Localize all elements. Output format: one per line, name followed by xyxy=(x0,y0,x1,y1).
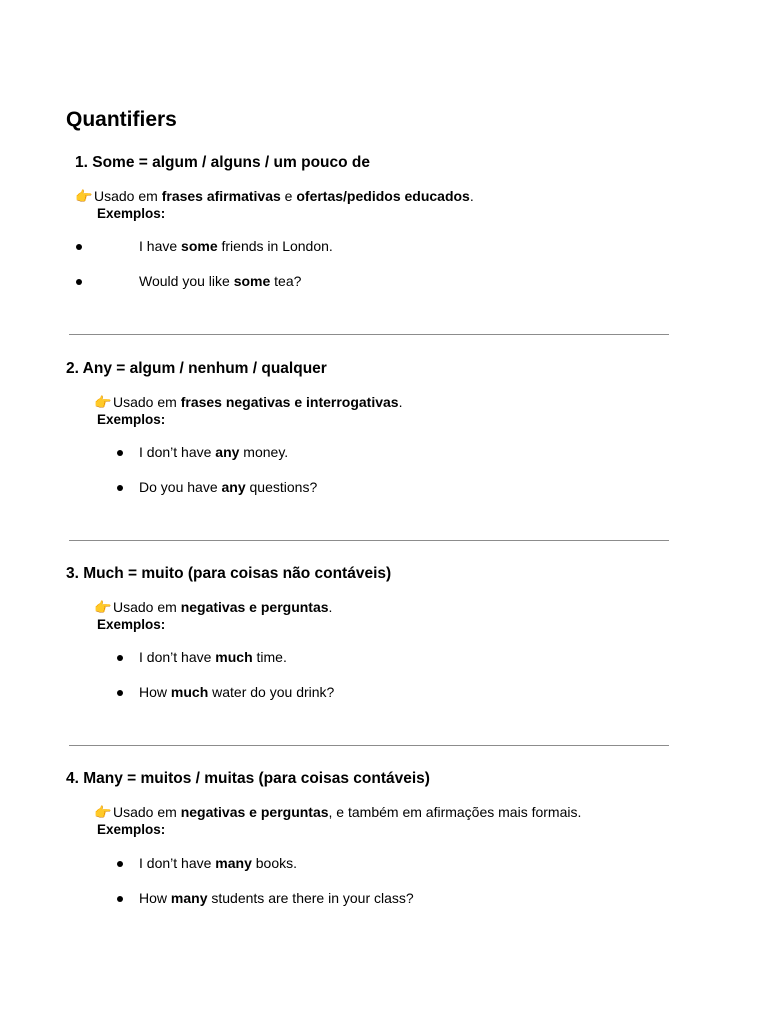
text-run: books. xyxy=(251,855,297,871)
page-title: Quantifiers xyxy=(66,108,177,131)
text-run: money. xyxy=(239,444,289,460)
text-run: I have xyxy=(139,238,182,254)
bullet-icon xyxy=(76,244,82,250)
section-divider xyxy=(69,745,669,746)
text-run: How xyxy=(139,890,171,906)
text-run: Would you like xyxy=(139,273,234,289)
section-2-heading: 2. Any = algum / nenhum / qualquer xyxy=(66,360,327,377)
bold-text-run: frases afirmativas xyxy=(161,188,281,204)
bullet-icon xyxy=(117,485,123,491)
text-run: . xyxy=(328,599,333,615)
pointing-right-hand-icon: 👉 xyxy=(94,395,112,411)
text-run: questions? xyxy=(245,479,318,495)
bold-text-run: frases negativas e interrogativas xyxy=(180,394,399,410)
text-run: Usado em xyxy=(94,188,162,204)
bullet-icon xyxy=(117,655,123,661)
pointing-right-hand-icon: 👉 xyxy=(94,805,112,821)
text-run: tea? xyxy=(270,273,302,289)
text-run: friends in London. xyxy=(217,238,333,254)
bold-text-run: ofertas/pedidos educados xyxy=(296,188,470,204)
text-run: water do you drink? xyxy=(208,684,335,700)
text-run: . xyxy=(398,394,403,410)
bold-text-run: some xyxy=(233,273,271,289)
text-run: time. xyxy=(252,649,287,665)
pointing-right-hand-icon: 👉 xyxy=(94,600,112,616)
section-4-usage xyxy=(94,804,581,822)
bullet-icon xyxy=(117,861,123,867)
section-3-examples-label: Exemplos: xyxy=(97,617,166,632)
text-run: Usado em xyxy=(113,804,181,820)
bold-text-run: some xyxy=(181,238,218,254)
bullet-icon xyxy=(76,279,82,285)
section-divider xyxy=(69,334,669,335)
section-3-heading: 3. Much = muito (para coisas não contáveis) xyxy=(66,565,392,582)
pointing-right-hand-icon: 👉 xyxy=(75,189,93,205)
text-run: . xyxy=(469,188,474,204)
bullet-icon xyxy=(117,450,123,456)
text-run: How xyxy=(139,684,171,700)
bold-text-run: much xyxy=(215,649,253,665)
text-run: Usado em xyxy=(113,394,181,410)
section-divider xyxy=(69,540,669,541)
bold-text-run: many xyxy=(215,855,252,871)
section-1-heading: 1. Some = algum / alguns / um pouco de xyxy=(75,154,370,171)
bold-text-run: any xyxy=(215,444,240,460)
text-run: I don’t have xyxy=(139,855,216,871)
text-run: Do you have xyxy=(139,479,222,495)
bold-text-run: negativas e perguntas xyxy=(180,804,329,820)
text-run: e xyxy=(280,188,297,204)
section-2-usage xyxy=(94,394,402,412)
section-2-examples-label: Exemplos: xyxy=(97,412,166,427)
bold-text-run: much xyxy=(170,684,209,700)
section-4-examples-label: Exemplos: xyxy=(97,822,166,837)
text-run: , e também em afirmações mais formais. xyxy=(328,804,582,820)
section-1-examples-label: Exemplos: xyxy=(97,206,166,221)
text-run: Usado em xyxy=(113,599,181,615)
text-run: I don’t have xyxy=(139,444,216,460)
section-1-usage xyxy=(75,188,474,206)
text-run: students are there in your class? xyxy=(207,890,414,906)
section-4-heading: 4. Many = muitos / muitas (para coisas contáveis) xyxy=(66,770,430,787)
bold-text-run: any xyxy=(221,479,246,495)
bullet-icon xyxy=(117,896,123,902)
bold-text-run: many xyxy=(170,890,208,906)
bullet-icon xyxy=(117,690,123,696)
bold-text-run: negativas e perguntas xyxy=(180,599,329,615)
section-3-usage xyxy=(94,599,332,617)
text-run: I don’t have xyxy=(139,649,216,665)
